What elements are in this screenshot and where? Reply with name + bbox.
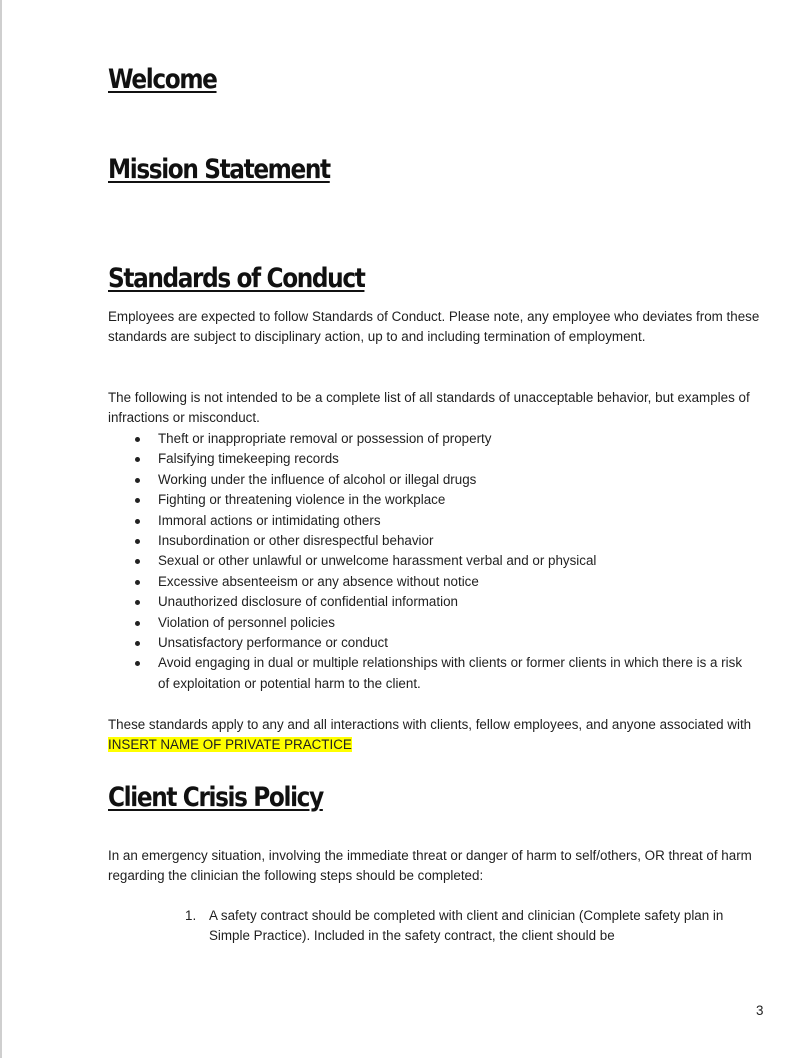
list-item: Unsatisfactory performance or conduct: [108, 633, 764, 653]
list-item: Excessive absenteeism or any absence without notice: [108, 572, 764, 592]
crisis-intro-paragraph: In an emergency situation, involving the immediate threat or danger of harm to self/others, OR threat of harm regarding the clinician the following steps should be completed:: [108, 848, 752, 884]
list-item: Unauthorized disclosure of confidential information: [108, 592, 764, 612]
heading-standards-of-conduct: Standards of Conduct: [108, 263, 365, 294]
heading-welcome: Welcome: [108, 64, 217, 95]
page-number: 3: [756, 1003, 764, 1018]
private-practice-placeholder: INSERT NAME OF PRIVATE PRACTICE: [108, 737, 352, 753]
list-item: Insubordination or other disrespectful behavior: [108, 531, 764, 551]
step-number: 1.: [185, 908, 197, 923]
list-item: Theft or inappropriate removal or possession of property: [108, 429, 764, 449]
list-item: Avoid engaging in dual or multiple relationships with clients or former clients in which there is a risk of exploitation or potential harm to the client.: [108, 653, 764, 694]
closing-text: These standards apply to any and all interactions with clients, fellow employees, and anyone associated with: [108, 717, 752, 732]
standards-intro-paragraph: Employees are expected to follow Standards of Conduct. Please note, any employee who deviates from these standards are subject to disciplinary action, up to and including termination of employment.: [108, 309, 760, 345]
list-item: [108, 906, 764, 947]
crisis-steps-list: [108, 906, 764, 947]
standards-closing-paragraph: [108, 715, 764, 756]
list-item: Violation of personnel policies: [108, 613, 764, 633]
list-item: Working under the influence of alcohol or illegal drugs: [108, 470, 764, 490]
list-item: Sexual or other unlawful or unwelcome harassment verbal and or physical: [108, 551, 764, 571]
step-text: A safety contract should be completed with client and clinician (Complete safety plan in Simple Practice). Included in the safety contract, the client should be: [209, 908, 724, 944]
list-item: Falsifying timekeeping records: [108, 449, 764, 469]
standards-list-intro-paragraph: The following is not intended to be a complete list of all standards of unacceptable behavior, but examples of infractions or misconduct.: [108, 390, 750, 426]
misconduct-list: [108, 429, 764, 694]
list-item: Fighting or threatening violence in the workplace: [108, 490, 764, 510]
list-item: Immoral actions or intimidating others: [108, 511, 764, 531]
heading-client-crisis-policy: Client Crisis Policy: [108, 782, 323, 813]
heading-mission-statement: Mission Statement: [108, 154, 330, 185]
